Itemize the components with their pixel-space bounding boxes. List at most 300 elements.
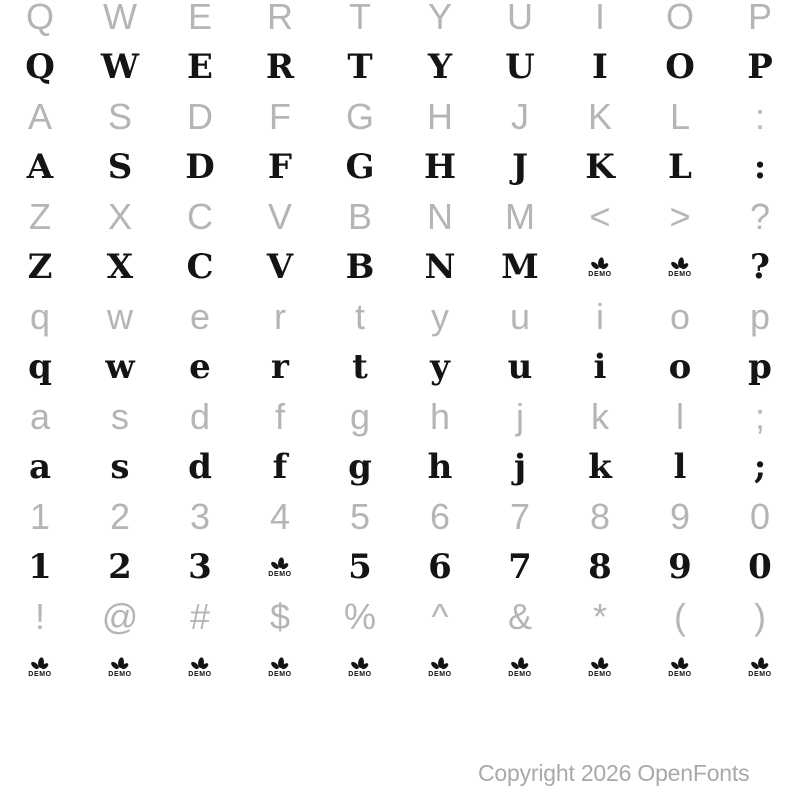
glyph-cell	[480, 592, 560, 642]
glyph-cell	[160, 42, 240, 92]
glyph-char: t	[352, 347, 368, 387]
glyph-char: 6	[429, 496, 451, 537]
glyph-cell	[480, 442, 560, 492]
glyph-row	[0, 0, 800, 42]
glyph-cell	[560, 192, 640, 242]
glyph-char: D	[187, 96, 213, 137]
glyph-cell	[80, 242, 160, 292]
glyph-char: r	[274, 296, 286, 337]
glyph-cell	[640, 342, 720, 392]
glyph-cell	[320, 242, 400, 292]
glyph-cell	[320, 442, 400, 492]
glyph-char: A	[27, 96, 52, 137]
glyph-cell	[0, 292, 80, 342]
glyph-char: T	[347, 47, 373, 87]
glyph-cell	[720, 142, 800, 192]
glyph-row	[0, 492, 800, 542]
glyph-cell	[560, 92, 640, 142]
glyph-char: J	[511, 147, 529, 187]
glyph-char: l	[673, 447, 687, 487]
glyph-char: 2	[109, 496, 131, 537]
glyph-cell	[80, 492, 160, 542]
glyph-cell	[640, 592, 720, 642]
glyph-cell	[0, 342, 80, 392]
glyph-cell	[160, 242, 240, 292]
glyph-char: H	[423, 147, 457, 187]
demo-ornament	[348, 657, 371, 678]
glyph-cell	[320, 42, 400, 92]
glyph-char: K	[587, 96, 612, 137]
glyph-row	[0, 92, 800, 142]
glyph-cell	[720, 342, 800, 392]
glyph-char: ;	[753, 447, 767, 487]
glyph-cell	[480, 642, 560, 692]
glyph-cell	[80, 542, 160, 592]
glyph-cell	[640, 442, 720, 492]
glyph-row	[0, 42, 800, 92]
glyph-char: E	[187, 0, 212, 37]
glyph-char: L	[668, 147, 692, 187]
glyph-cell	[640, 42, 720, 92]
glyph-cell	[560, 442, 640, 492]
glyph-cell	[400, 142, 480, 192]
glyph-cell	[560, 292, 640, 342]
glyph-char: C	[187, 196, 213, 237]
glyph-cell	[240, 442, 320, 492]
glyph-char: p	[749, 296, 771, 337]
glyph-cell	[720, 592, 800, 642]
demo-ornament-label: DEMO	[188, 670, 212, 678]
glyph-char: I	[594, 0, 605, 37]
glyph-char: 0	[748, 547, 772, 587]
demo-ornament	[428, 657, 451, 678]
glyph-char: Y	[427, 0, 452, 37]
demo-ornament	[748, 657, 771, 678]
glyph-char: R	[267, 0, 293, 37]
glyph-cell	[240, 92, 320, 142]
glyph-char: g	[348, 447, 372, 487]
glyph-char: #	[189, 596, 211, 637]
glyph-cell	[160, 492, 240, 542]
glyph-cell	[400, 492, 480, 542]
glyph-cell	[480, 392, 560, 442]
glyph-char: 9	[669, 496, 691, 537]
glyph-cell	[640, 92, 720, 142]
glyph-char: V	[266, 247, 294, 287]
glyph-cell	[560, 492, 640, 542]
glyph-char: B	[347, 196, 372, 237]
glyph-row	[0, 642, 800, 692]
glyph-char: E	[187, 47, 213, 87]
glyph-cell	[400, 42, 480, 92]
glyph-cell	[320, 142, 400, 192]
glyph-cell	[400, 342, 480, 392]
glyph-char: 3	[189, 496, 211, 537]
demo-ornament-icon	[670, 657, 690, 670]
glyph-cell	[400, 242, 480, 292]
glyph-char: N	[424, 247, 456, 287]
demo-ornament	[588, 657, 611, 678]
glyph-cell	[480, 242, 560, 292]
glyph-cell	[640, 242, 720, 292]
glyph-cell	[720, 442, 800, 492]
glyph-char: 4	[269, 496, 291, 537]
glyph-cell	[720, 242, 800, 292]
glyph-cell	[80, 592, 160, 642]
glyph-char: f	[272, 447, 288, 487]
glyph-cell	[480, 192, 560, 242]
glyph-cell	[400, 392, 480, 442]
demo-ornament	[188, 657, 211, 678]
glyph-cell	[720, 392, 800, 442]
glyph-char: 3	[188, 547, 212, 587]
demo-ornament	[268, 657, 291, 678]
glyph-cell	[400, 292, 480, 342]
glyph-char: 9	[668, 547, 692, 587]
glyph-cell	[0, 492, 80, 542]
glyph-cell	[240, 242, 320, 292]
glyph-char: q	[28, 347, 52, 387]
glyph-cell	[720, 0, 800, 42]
glyph-char: q	[29, 296, 51, 337]
glyph-cell	[80, 92, 160, 142]
glyph-char: i	[593, 347, 607, 387]
glyph-cell	[560, 642, 640, 692]
glyph-cell	[480, 142, 560, 192]
glyph-cell	[80, 192, 160, 242]
glyph-char: C	[186, 247, 214, 287]
glyph-cell	[160, 142, 240, 192]
glyph-cell	[560, 592, 640, 642]
glyph-row	[0, 592, 800, 642]
glyph-char: k	[591, 396, 609, 437]
demo-ornament-icon	[30, 657, 50, 670]
glyph-cell	[400, 0, 480, 42]
glyph-char: X	[107, 196, 132, 237]
demo-ornament	[508, 657, 531, 678]
glyph-char: s	[111, 396, 129, 437]
demo-ornament-label: DEMO	[348, 670, 372, 678]
glyph-cell	[480, 92, 560, 142]
glyph-char: (	[674, 596, 686, 637]
glyph-cell	[160, 0, 240, 42]
glyph-char: G	[345, 96, 374, 137]
glyph-cell	[80, 42, 160, 92]
glyph-row	[0, 292, 800, 342]
glyph-cell	[480, 42, 560, 92]
glyph-char: V	[267, 196, 292, 237]
glyph-char: s	[110, 447, 130, 487]
glyph-row	[0, 142, 800, 192]
copyright-watermark: Copyright 2026 OpenFonts	[478, 760, 750, 786]
glyph-char: B	[345, 247, 375, 287]
glyph-cell	[240, 42, 320, 92]
glyph-cell	[80, 142, 160, 192]
glyph-char: ?	[750, 247, 770, 287]
glyph-char: l	[676, 396, 684, 437]
glyph-cell	[400, 542, 480, 592]
glyph-cell	[400, 592, 480, 642]
glyph-char: 8	[588, 547, 612, 587]
glyph-char: o	[669, 296, 691, 337]
glyph-cell	[320, 392, 400, 442]
glyph-char: :	[754, 96, 765, 137]
glyph-char: t	[354, 296, 365, 337]
glyph-char: F	[269, 96, 291, 137]
glyph-char: Z	[27, 247, 53, 287]
glyph-cell	[640, 0, 720, 42]
glyph-cell	[560, 542, 640, 592]
demo-ornament	[28, 657, 51, 678]
glyph-cell	[80, 342, 160, 392]
glyph-char: D	[185, 147, 215, 187]
demo-ornament-icon	[590, 657, 610, 670]
demo-ornament-label: DEMO	[508, 670, 532, 678]
glyph-char: :	[753, 147, 767, 187]
glyph-char: *	[592, 596, 607, 637]
glyph-char: Q	[25, 47, 55, 87]
demo-ornament-label: DEMO	[588, 670, 612, 678]
glyph-cell	[480, 292, 560, 342]
glyph-char: >	[669, 196, 691, 237]
demo-ornament-label: DEMO	[28, 670, 52, 678]
glyph-cell	[320, 292, 400, 342]
glyph-cell	[320, 642, 400, 692]
glyph-cell	[320, 542, 400, 592]
demo-ornament-label: DEMO	[108, 670, 132, 678]
glyph-char: M	[501, 247, 539, 287]
glyph-char: j	[513, 447, 527, 487]
glyph-char: i	[596, 296, 604, 337]
glyph-char: Z	[29, 196, 51, 237]
glyph-cell	[640, 542, 720, 592]
glyph-char: P	[747, 0, 772, 37]
glyph-row	[0, 192, 800, 242]
glyph-char: j	[516, 396, 524, 437]
glyph-cell	[480, 492, 560, 542]
glyph-char: X	[106, 247, 134, 287]
glyph-row	[0, 442, 800, 492]
glyph-char: d	[189, 396, 211, 437]
glyph-char: f	[274, 396, 285, 437]
glyph-cell	[160, 192, 240, 242]
glyph-cell	[560, 242, 640, 292]
glyph-cell	[240, 192, 320, 242]
glyph-char: @	[101, 596, 139, 637]
demo-ornament-label: DEMO	[588, 270, 612, 278]
glyph-char: U	[505, 47, 535, 87]
demo-ornament-icon	[190, 657, 210, 670]
glyph-char: p	[748, 347, 772, 387]
demo-ornament-label: DEMO	[428, 670, 452, 678]
demo-ornament-icon	[750, 657, 770, 670]
glyph-cell	[400, 442, 480, 492]
glyph-char: O	[665, 47, 695, 87]
glyph-char: J	[511, 96, 529, 137]
glyph-cell	[720, 542, 800, 592]
glyph-char: 7	[509, 496, 531, 537]
glyph-row	[0, 342, 800, 392]
glyph-cell	[640, 392, 720, 442]
glyph-char: y	[431, 296, 449, 337]
glyph-char: W	[103, 0, 137, 37]
glyph-cell	[0, 42, 80, 92]
glyph-cell	[160, 442, 240, 492]
glyph-char: O	[665, 0, 694, 37]
demo-ornament-icon	[670, 257, 690, 270]
glyph-char: o	[668, 347, 692, 387]
glyph-cell	[240, 342, 320, 392]
glyph-cell	[560, 142, 640, 192]
glyph-cell	[0, 642, 80, 692]
glyph-cell	[560, 0, 640, 42]
glyph-row	[0, 542, 800, 592]
glyph-char: w	[107, 296, 133, 337]
glyph-cell	[400, 92, 480, 142]
glyph-cell	[160, 542, 240, 592]
demo-ornament-label: DEMO	[748, 670, 772, 678]
glyph-cell	[0, 192, 80, 242]
demo-ornament	[668, 657, 691, 678]
glyph-char: F	[267, 147, 293, 187]
glyph-char: h	[429, 396, 451, 437]
glyph-cell	[480, 542, 560, 592]
glyph-cell	[240, 292, 320, 342]
glyph-cell	[720, 292, 800, 342]
glyph-char: 1	[29, 496, 51, 537]
glyph-cell	[80, 392, 160, 442]
glyph-cell	[640, 492, 720, 542]
glyph-cell	[480, 0, 560, 42]
glyph-cell	[560, 42, 640, 92]
glyph-char: w	[105, 347, 135, 387]
glyph-cell	[80, 442, 160, 492]
demo-ornament-icon	[110, 657, 130, 670]
glyph-cell	[240, 492, 320, 542]
glyph-char: k	[588, 447, 612, 487]
demo-ornament	[108, 657, 131, 678]
glyph-char: 5	[348, 547, 372, 587]
demo-ornament-label: DEMO	[268, 670, 292, 678]
glyph-char: 6	[428, 547, 452, 587]
glyph-cell	[80, 292, 160, 342]
glyph-cell	[160, 392, 240, 442]
glyph-cell	[720, 492, 800, 542]
glyph-cell	[320, 192, 400, 242]
glyph-char: %	[343, 596, 376, 637]
glyph-cell	[0, 542, 80, 592]
glyph-cell	[320, 592, 400, 642]
glyph-cell	[560, 392, 640, 442]
glyph-cell	[160, 592, 240, 642]
glyph-char: ^	[431, 596, 449, 637]
demo-ornament-icon	[430, 657, 450, 670]
glyph-char: e	[189, 296, 211, 337]
demo-ornament-icon	[510, 657, 530, 670]
glyph-cell	[0, 142, 80, 192]
glyph-cell	[0, 0, 80, 42]
demo-ornament-label: DEMO	[268, 570, 292, 578]
glyph-cell	[640, 642, 720, 692]
glyph-cell	[640, 292, 720, 342]
glyph-char: H	[427, 96, 453, 137]
glyph-char: 8	[589, 496, 611, 537]
glyph-cell	[560, 342, 640, 392]
glyph-cell	[0, 392, 80, 442]
glyph-char: L	[669, 96, 691, 137]
demo-ornament	[588, 257, 611, 278]
demo-ornament-icon	[350, 657, 370, 670]
glyph-char: 5	[349, 496, 371, 537]
glyph-row	[0, 392, 800, 442]
glyph-cell	[720, 642, 800, 692]
glyph-char: r	[271, 347, 289, 387]
glyph-cell	[720, 92, 800, 142]
glyph-cell	[0, 442, 80, 492]
glyph-char: ?	[749, 196, 771, 237]
glyph-cell	[0, 592, 80, 642]
glyph-char: &	[507, 596, 532, 637]
glyph-cell	[480, 342, 560, 392]
glyph-cell	[240, 642, 320, 692]
glyph-cell	[160, 342, 240, 392]
glyph-char: $	[269, 596, 291, 637]
glyph-char: T	[349, 0, 371, 37]
glyph-cell	[320, 92, 400, 142]
demo-ornament-label: DEMO	[668, 670, 692, 678]
glyph-char: u	[509, 296, 531, 337]
glyph-cell	[400, 642, 480, 692]
glyph-cell	[240, 592, 320, 642]
glyph-cell	[80, 0, 160, 42]
glyph-char: R	[265, 47, 295, 87]
glyph-char: A	[26, 147, 54, 187]
glyph-char: N	[427, 196, 453, 237]
glyph-char: U	[507, 0, 533, 37]
glyph-cell	[240, 542, 320, 592]
glyph-char: W	[100, 47, 140, 87]
glyph-char: y	[430, 347, 450, 387]
glyph-char: S	[107, 147, 133, 187]
glyph-char: 1	[28, 547, 52, 587]
demo-ornament-icon	[270, 557, 290, 570]
glyph-cell	[320, 0, 400, 42]
glyph-char: S	[107, 96, 132, 137]
glyph-cell	[0, 92, 80, 142]
glyph-cell	[240, 0, 320, 42]
glyph-cell	[320, 342, 400, 392]
glyph-cell	[0, 242, 80, 292]
glyph-char: I	[592, 47, 608, 87]
demo-ornament-icon	[590, 257, 610, 270]
glyph-row	[0, 242, 800, 292]
glyph-char: Q	[25, 0, 54, 37]
glyph-cell	[640, 192, 720, 242]
glyph-char: <	[589, 196, 611, 237]
demo-ornament	[668, 257, 691, 278]
glyph-char: M	[505, 196, 535, 237]
glyph-char: Y	[427, 47, 453, 87]
glyph-cell	[160, 642, 240, 692]
glyph-char: a	[29, 396, 51, 437]
glyph-char: G	[345, 147, 375, 187]
glyph-char: 7	[508, 547, 532, 587]
glyph-char: a	[28, 447, 52, 487]
glyph-char: 0	[749, 496, 771, 537]
glyph-cell	[720, 192, 800, 242]
glyph-char: g	[349, 396, 371, 437]
glyph-cell	[640, 142, 720, 192]
